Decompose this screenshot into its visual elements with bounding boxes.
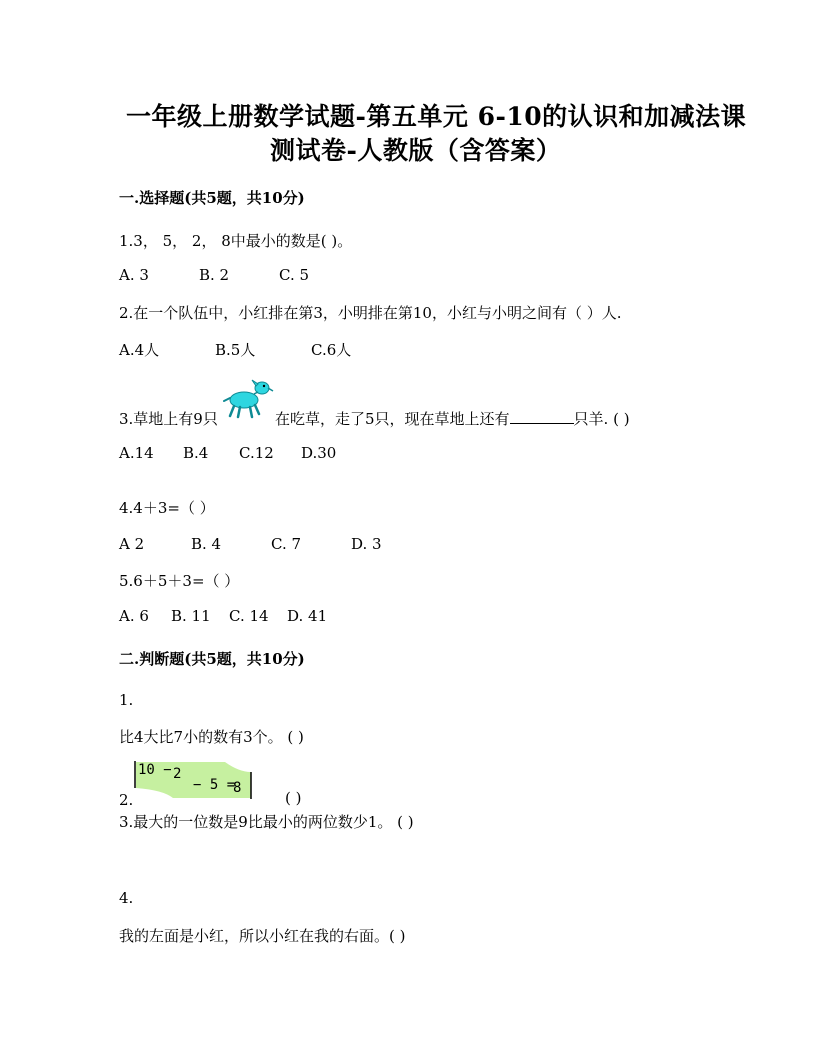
option-b: B.4 [183,444,209,462]
option-c: C. 14 [229,607,269,625]
option-a: A.14 [119,444,154,462]
option-b: B. 4 [191,535,222,553]
option-a: A. 3 [119,266,149,284]
question-3-options [119,444,336,462]
judge-2-number: 2. [119,791,134,809]
answer-blank [510,409,574,424]
equation-term-3: − 5 = [193,777,236,793]
judge-3-text: 3.最大的一位数是9比最小的两位数少1。 ( ) [119,813,414,831]
question-3-text-end: 只羊. ( ) [573,410,630,428]
option-d: D. 41 [287,607,328,625]
option-a: A. 6 [119,607,149,625]
option-c: C.6人 [311,341,352,359]
equation-figure [133,760,253,800]
judge-1-text: 比4大比7小的数有3个。 ( ) [119,728,304,746]
judge-1-number: 1. [119,691,134,709]
option-a: A.4人 [119,341,160,359]
option-b: B. 2 [199,266,230,284]
question-3-text-after: 在吃草，走了5只，现在草地上还有 [275,410,510,428]
equation-term-1: 10 − [138,762,172,778]
question-2-options [119,339,351,360]
option-c: C.12 [239,444,274,462]
sheep-icon [222,376,274,420]
question-1-text: 1.3， 5， 2， 8中最小的数是( )。 [119,232,353,250]
question-5-text: 5.6＋5＋3=（ ） [119,572,240,590]
option-c: C. 5 [279,266,310,284]
equation-term-4: 8 [233,780,242,796]
page-title-line2: 测试卷-人教版（含答案） [270,136,562,165]
option-d: D.30 [301,444,337,462]
question-1-options [119,266,309,284]
judge-2-paren: ( ) [285,789,302,807]
question-2-text: 2.在一个队伍中，小红排在第3，小明排在第10，小红与小明之间有（ ）人. [119,304,622,322]
judge-4-text: 我的左面是小红，所以小红在我的右面。( ) [119,927,406,945]
equation-term-2: 2 [173,766,182,782]
question-5-options [119,607,327,625]
question-3-text [275,408,630,429]
option-d: D. 3 [351,535,382,553]
option-c: C. 7 [271,535,302,553]
question-4-text: 4.4＋3=（ ） [119,499,215,517]
section1-heading: 一.选择题(共5题，共10分) [119,189,305,207]
option-b: B.5人 [215,341,256,359]
judge-4-number: 4. [119,889,134,907]
section2-heading: 二.判断题(共5题，共10分) [119,650,305,668]
question-4-options [119,535,382,553]
question-3-text-before: 3.草地上有9只 [119,410,218,428]
page-title-line1: 一年级上册数学试题-第五单元 6-10的认识和加减法课 [126,102,747,131]
option-a: A 2 [119,535,145,553]
option-b: B. 11 [171,607,211,625]
